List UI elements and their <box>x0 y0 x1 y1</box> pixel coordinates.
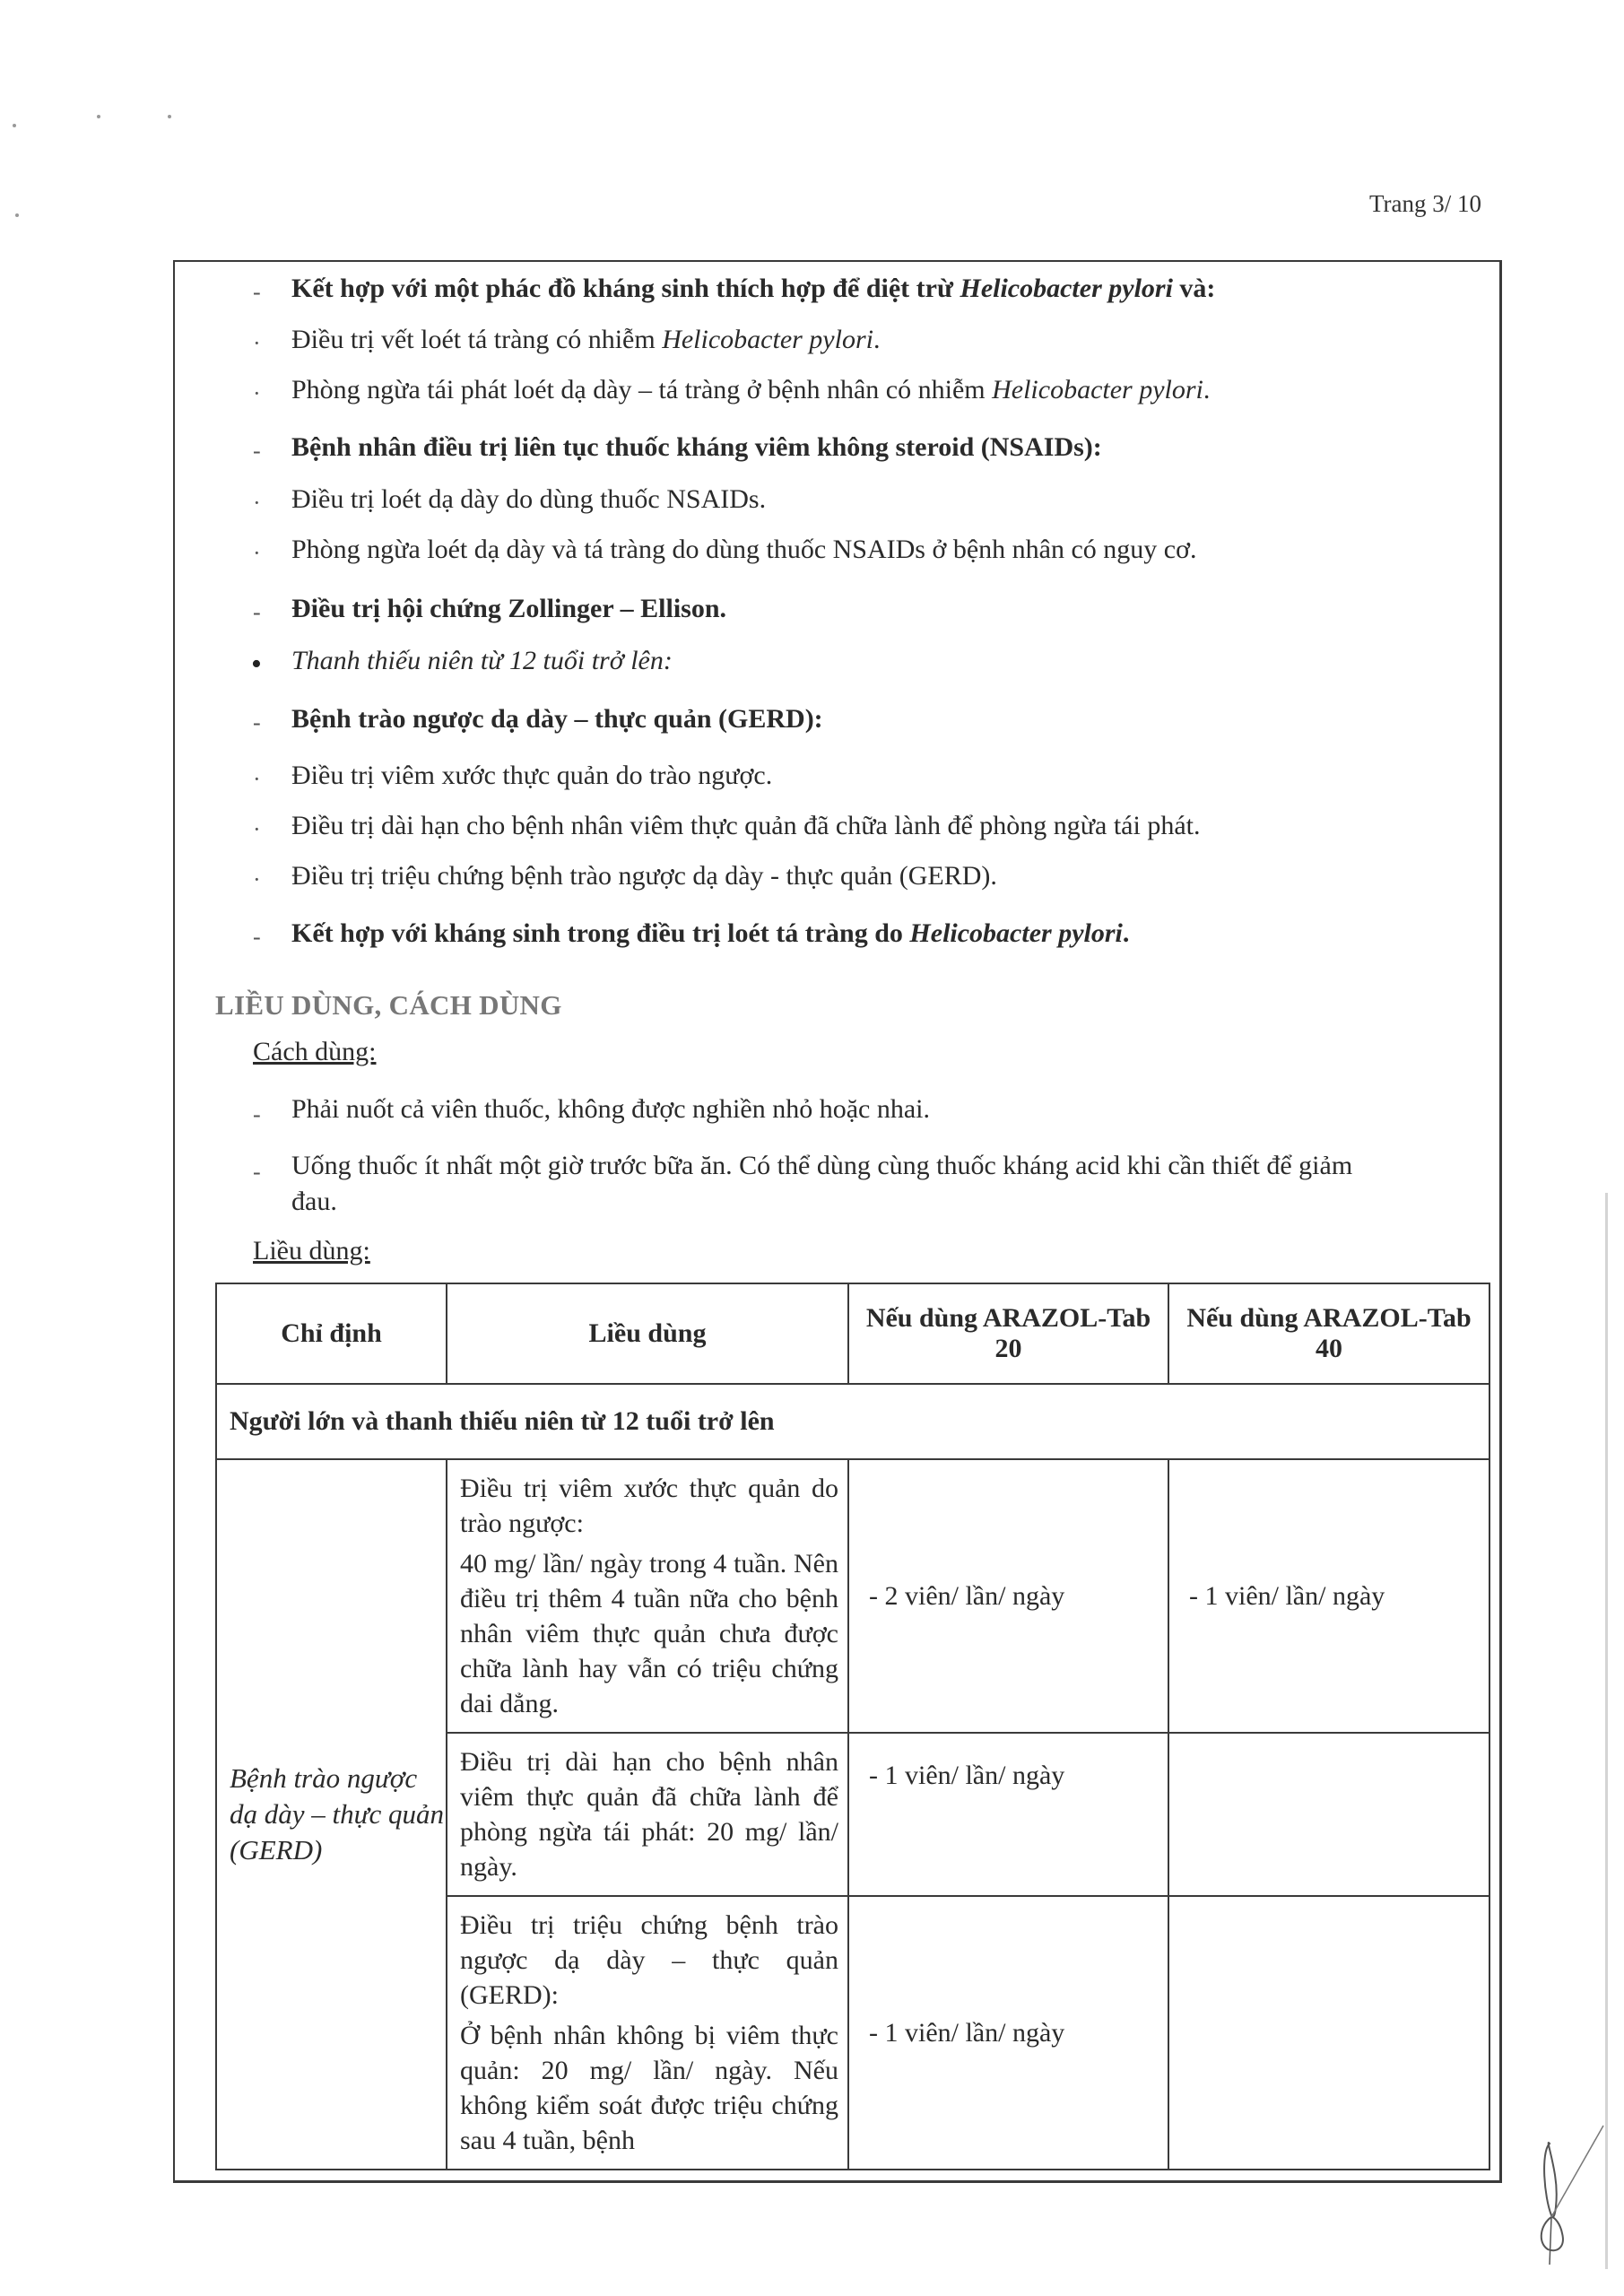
indication-text: Kết hợp với một phác đồ kháng sinh thích hợp để diệt trừ <box>291 274 960 303</box>
indication-text: Điều trị triệu chứng bệnh trào ngược dạ dày - thực quản (GERD). <box>291 861 997 891</box>
indication-item <box>291 432 1102 464</box>
indication-text: Thanh thiếu niên từ 12 tuổi trở lên: <box>291 646 673 675</box>
indication-text: Helicobacter pylori <box>909 918 1123 948</box>
regimen-text: 40 mg/ lần/ ngày trong 4 tuần. Nên điều trị thêm 4 tuần nữa cho bệnh nhân viêm thực quản chưa được chữa lành hay vẫn có triệu chứng dai dẳng. <box>460 1549 838 1718</box>
bullet-point: · <box>253 330 261 356</box>
dose-heading: Liều dùng: <box>253 1236 370 1265</box>
indication-item <box>291 646 673 677</box>
bullet-dash: - <box>253 1101 261 1127</box>
indication-text: và: <box>1172 274 1216 303</box>
indication-item <box>291 274 1215 305</box>
bullet-dash: - <box>253 438 261 464</box>
indication-item <box>291 761 772 792</box>
header-dosage: Liều dùng <box>447 1283 848 1384</box>
indication-item <box>291 375 1210 406</box>
usage-item: Phải nuốt cả viên thuốc, không được nghiền nhỏ hoặc nhai. <box>291 1094 930 1124</box>
section-heading-dosage: LIỀU DÙNG, CÁCH DÙNG <box>215 989 562 1021</box>
indication-text: Điều trị hội chứng Zollinger – Ellison. <box>291 594 727 623</box>
header-indication: Chỉ định <box>216 1283 447 1384</box>
table-group-row <box>216 1384 1489 1459</box>
indication-text: Điều trị dài hạn cho bệnh nhân viêm thực quản đã chữa lành để phòng ngừa tái phát. <box>291 811 1201 840</box>
indication-text: Phòng ngừa loét dạ dày và tá tràng do dùng thuốc NSAIDs ở bệnh nhân có nguy cơ. <box>291 535 1197 564</box>
usage-heading: Cách dùng: <box>253 1037 377 1066</box>
table-row <box>216 1459 1489 1733</box>
dose-tab20: - 1 viên/ lần/ ngày <box>848 1896 1168 2170</box>
indication-text: . <box>873 325 881 354</box>
indication-gerd: Bệnh trào ngược dạ dày – thực quản (GERD) <box>216 1459 447 2170</box>
bullet-dot: • <box>251 648 262 681</box>
indication-item <box>291 325 880 356</box>
bullet-dash: - <box>253 709 261 735</box>
bullet-dash: - <box>253 279 261 305</box>
dose-tab40: - 1 viên/ lần/ ngày <box>1168 1459 1489 1733</box>
indication-item <box>291 535 1196 566</box>
indication-item <box>291 861 997 892</box>
page-number: Trang 3/ 10 <box>1369 190 1482 217</box>
bullet-point: · <box>253 816 261 842</box>
indication-item <box>291 811 1200 842</box>
dose-tab20: - 2 viên/ lần/ ngày <box>848 1459 1168 1733</box>
indication-text: . <box>1122 918 1130 948</box>
indication-text: Kết hợp với kháng sinh trong điều trị loét tá tràng do <box>291 918 910 948</box>
dose-tab20: - 1 viên/ lần/ ngày <box>848 1733 1168 1896</box>
indication-item <box>291 484 766 516</box>
indication-text: Phòng ngừa tái phát loét dạ dày – tá tràng ở bệnh nhân có nhiễm <box>291 375 993 404</box>
bullet-point: · <box>253 766 261 792</box>
usage-item-continuation: đau. <box>291 1187 337 1216</box>
bullet-point: · <box>253 380 261 406</box>
group-label: Người lớn và thanh thiếu niên từ 12 tuổi trở lên <box>216 1384 1489 1459</box>
indication-text: . <box>1203 375 1211 404</box>
regimen-text: Ở bệnh nhân không bị viêm thực quản: 20 mg/ lần/ ngày. Nếu không kiểm soát được triệu chứng sau 4 tuần, bệnh <box>460 2021 838 2155</box>
indication-item <box>291 594 726 625</box>
indication-text: Helicobacter pylori <box>662 325 873 354</box>
signature-initial <box>1524 2090 1614 2287</box>
indication-item <box>291 704 823 735</box>
header-tab40: Nếu dùng ARAZOL-Tab 40 <box>1168 1283 1489 1384</box>
dose-tab40 <box>1168 1896 1489 2170</box>
regimen-text: Điều trị triệu chứng bệnh trào ngược dạ dày – thực quản (GERD): <box>460 1910 838 2010</box>
regimen-cell <box>447 1459 848 1733</box>
indication-text: Điều trị vết loét tá tràng có nhiễm <box>291 325 663 354</box>
indication-text: Helicobacter pylori <box>960 274 1173 303</box>
dosage-table <box>215 1283 1490 2170</box>
indication-text: Helicobacter pylori <box>992 375 1203 404</box>
regimen-cell <box>447 1733 848 1896</box>
bullet-point: · <box>253 490 261 516</box>
bullet-dash: - <box>253 924 261 950</box>
regimen-text: Điều trị dài hạn cho bệnh nhân viêm thực quản đã chữa lành để phòng ngừa tái phát: 20 mg/ lần/ ngày. <box>460 1747 838 1882</box>
bullet-dash: - <box>253 1159 261 1185</box>
indication-text: Bệnh trào ngược dạ dày – thực quản (GERD): <box>291 704 823 734</box>
dose-tab40 <box>1168 1733 1489 1896</box>
header-tab20: Nếu dùng ARAZOL-Tab 20 <box>848 1283 1168 1384</box>
bullet-point: · <box>253 540 261 566</box>
usage-item: Uống thuốc ít nhất một giờ trước bữa ăn. Có thể dùng cùng thuốc kháng acid khi cần thiết để giảm <box>291 1151 1353 1180</box>
indication-item <box>291 918 1129 950</box>
regimen-cell <box>447 1896 848 2170</box>
bullet-dash: - <box>253 599 261 625</box>
bullet-point: · <box>253 866 261 892</box>
indication-text: Bệnh nhân điều trị liên tục thuốc kháng viêm không steroid (NSAIDs): <box>291 432 1102 462</box>
indication-text: Điều trị viêm xước thực quản do trào ngược. <box>291 761 773 790</box>
regimen-text: Điều trị viêm xước thực quản do trào ngược: <box>460 1474 838 1538</box>
indication-text: Điều trị loét dạ dày do dùng thuốc NSAIDs. <box>291 484 767 514</box>
table-header-row <box>216 1283 1489 1384</box>
